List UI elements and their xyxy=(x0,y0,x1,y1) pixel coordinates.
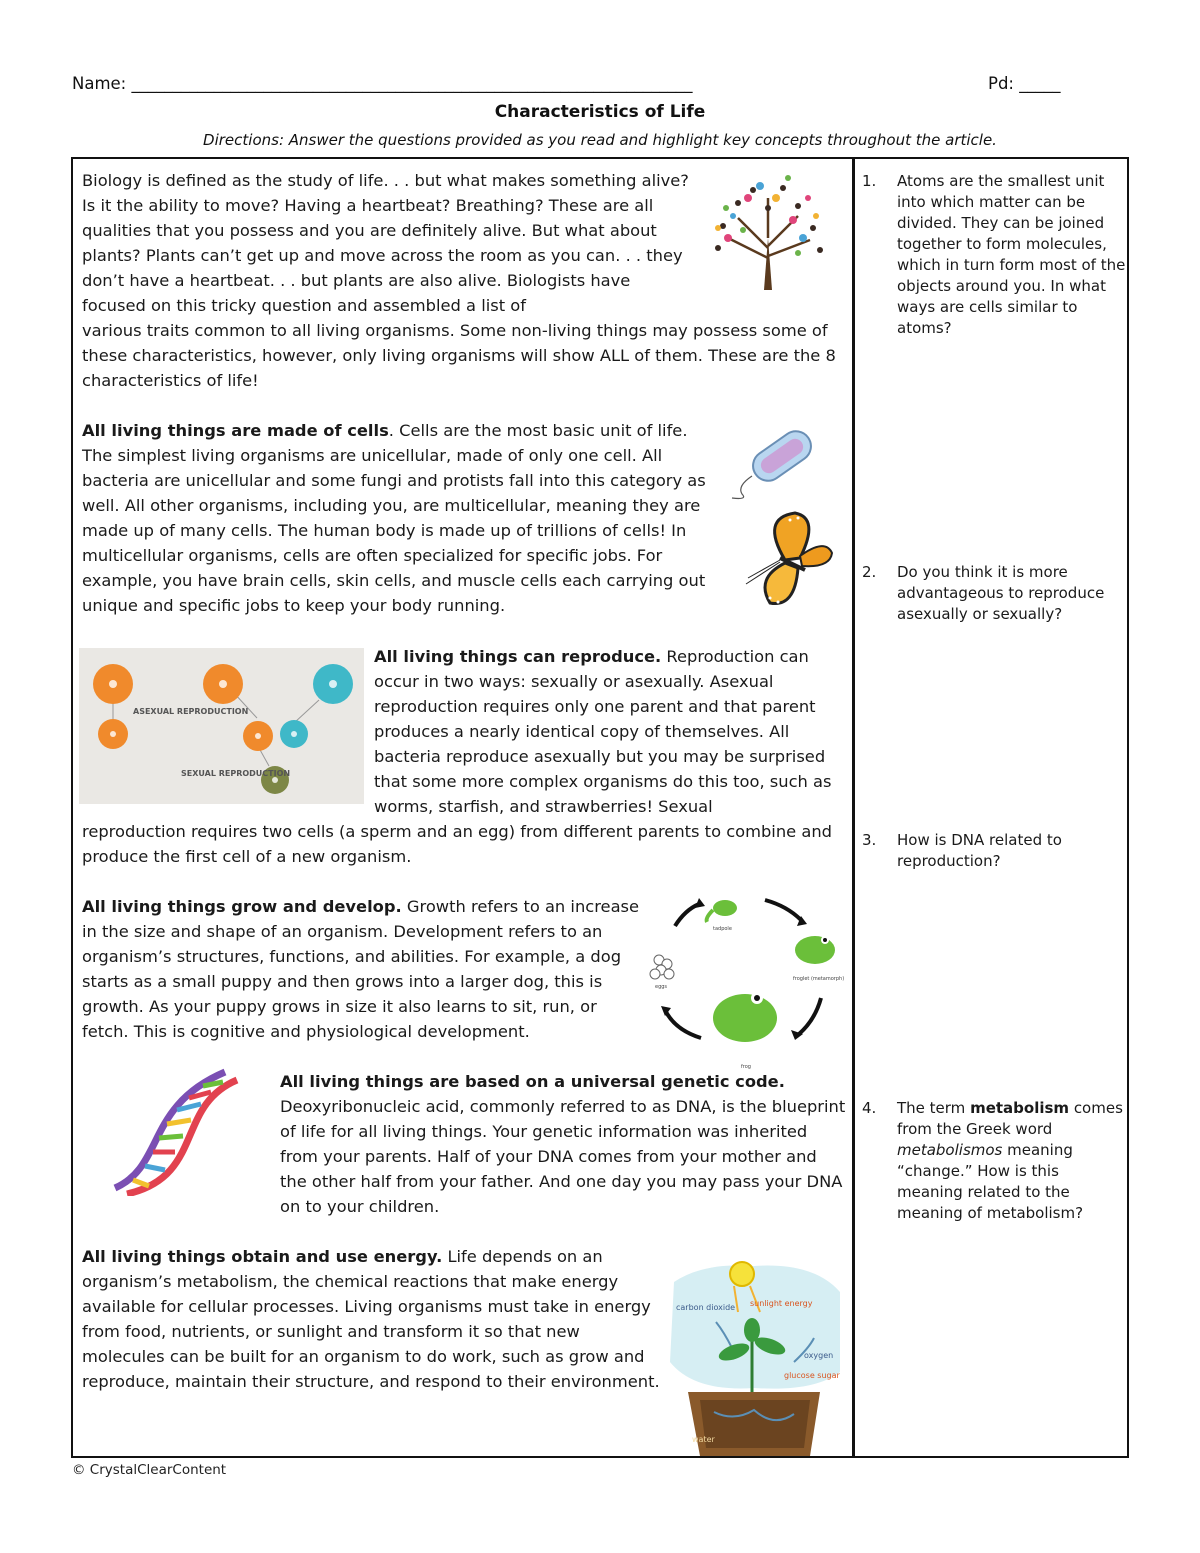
bacterium-illustration xyxy=(722,416,822,502)
cells-paragraph xyxy=(82,418,722,618)
carbon-label: carbon dioxide xyxy=(676,1303,736,1312)
period-label: Pd: _____ xyxy=(988,74,1061,93)
grow-paragraph xyxy=(82,894,647,1044)
question-1 xyxy=(862,171,1128,339)
froglet-label: froglet (metamorph) xyxy=(793,976,845,982)
column-divider xyxy=(852,157,855,1458)
energy-heading: All living things obtain and use energy. xyxy=(82,1247,443,1266)
frog-life-cycle-diagram xyxy=(645,888,845,1072)
tadpole-label: tadpole xyxy=(713,926,732,932)
genetic-text: Deoxyribonucleic acid, commonly referred to as DNA, is the blueprint of life for all living things. Your genetic information was inherited from your parents. Half of your DNA comes from your mother and the other half from your father. And one day you may pass your DNA on to your children. xyxy=(280,1097,846,1216)
intro-paragraph-1: Biology is defined as the study of life. . . but what makes something alive? Is it the ability to move? Having a heartbeat? Breathing? These are all qualities that you possess and you are definitely alive. But what about plants? Plants can’t get up and move across the room as you can. . . they don’t have a heartbeat. . . but plants are also alive. Biologists have focused on this tricky question and assembled a list of xyxy=(82,171,689,315)
question-4 xyxy=(862,1098,1128,1224)
sunlight-label: sunlight energy xyxy=(750,1299,813,1308)
energy-text: Life depends on an organism’s metabolism, the chemical reactions that make energy available for cellular processes. Living organisms must take in energy from food, nutrients, or sunlight and transform it so that new molecules can be built for an organism to do work, such as grow and reproduce, maintain their structure, and respond to their environment. xyxy=(82,1247,660,1391)
copyright-footer: © CrystalClearContent xyxy=(72,1462,227,1478)
tree-illustration xyxy=(698,168,838,292)
dna-illustration xyxy=(105,1066,245,1196)
question-2 xyxy=(862,562,1128,625)
cells-heading: All living things are made of cells xyxy=(82,421,389,440)
question-3-text: How is DNA related to reproduction? xyxy=(897,831,1062,870)
question-4-text xyxy=(897,1098,1128,1224)
reproduction-diagram xyxy=(79,648,364,804)
question-4-post: meaning “change.” How is this meaning related to the meaning of metabolism? xyxy=(897,1141,1084,1222)
photosynthesis-diagram xyxy=(664,1252,848,1458)
reproduce-text: Reproduction can occur in two ways: sexually or asexually. Asexual reproduction requires only one parent and that parent produces a nearly identical copy of themselves. All bacteria reproduce asexually but you may be surprised that some more complex organisms do this too, such as worms, starfish, and strawberries! Sexual xyxy=(374,647,832,816)
genetic-paragraph xyxy=(280,1069,846,1219)
grow-heading: All living things grow and develop. xyxy=(82,897,402,916)
question-4-mid: comes from the Greek word xyxy=(897,1099,1123,1138)
sexual-label: SEXUAL REPRODUCTION xyxy=(181,769,291,778)
question-3 xyxy=(862,830,1128,872)
butterfly-illustration xyxy=(740,508,840,614)
grow-text: Growth refers to an increase in the size and shape of an organism. Development refers to an organism’s structures, functions, and abilities. For example, a dog starts as a small puppy and then grows into a larger dog, this is growth. As your puppy grows in size it also learns to sit, run, or fetch. This is cognitive and physiological development. xyxy=(82,897,640,1041)
cells-text: . Cells are the most basic unit of life. The simplest living organisms are unicellular, made of only one cell. All bacteria are unicellular and some fungi and protists fall into this category as well. All other organisms, including you, are multicellular, meaning they are made up of many cells. The human body is made up of trillions of cells! In multicellular organisms, cells are often specialized for specific jobs. For example, you have brain cells, skin cells, and muscle cells each carrying out unique and specific jobs to keep your body running. xyxy=(82,421,706,615)
sugar-label: glucose sugar xyxy=(784,1371,840,1380)
reproduce-heading: All living things can reproduce. xyxy=(374,647,662,666)
question-4-pre: The term xyxy=(897,1099,971,1117)
name-label: Name: ____________________________________________________________________ xyxy=(72,74,693,93)
question-1-number: 1. xyxy=(862,172,877,190)
genetic-heading: All living things are based on a universal genetic code. xyxy=(280,1072,785,1091)
question-3-number: 3. xyxy=(862,831,877,849)
question-2-text: Do you think it is more advantageous to reproduce asexually or sexually? xyxy=(897,563,1105,623)
frog-label: frog xyxy=(741,1064,751,1070)
reproduce-paragraph xyxy=(374,644,844,819)
question-1-text: Atoms are the smallest unit into which matter can be divided. They can be joined together to form molecules, which in turn form most of the objects around you. In what ways are cells similar to atoms? xyxy=(897,172,1126,337)
eggs-label: eggs xyxy=(655,984,668,990)
water-label: water xyxy=(692,1435,715,1444)
question-4-term: metabolism xyxy=(970,1099,1070,1117)
asexual-label: ASEXUAL REPRODUCTION xyxy=(133,707,249,716)
oxygen-label: oxygen xyxy=(804,1351,834,1360)
question-4-greek: metabolismos xyxy=(897,1141,1003,1159)
name-line xyxy=(72,74,1132,93)
page-title: Characteristics of Life xyxy=(494,102,706,122)
energy-paragraph xyxy=(82,1244,660,1394)
question-4-number: 4. xyxy=(862,1099,877,1117)
question-2-number: 2. xyxy=(862,563,877,581)
reproduce-paragraph-2: reproduction requires two cells (a sperm and an egg) from different parents to combine and produce the first cell of a new organism. xyxy=(82,822,832,866)
directions: Directions: Answer the questions provided as you read and highlight key concepts throughout the article. xyxy=(203,131,997,149)
intro-paragraph-2: various traits common to all living organisms. Some non-living things may possess some of these characteristics, however, only living organisms will show ALL of them. These are the 8 characteristics of life! xyxy=(82,321,836,390)
